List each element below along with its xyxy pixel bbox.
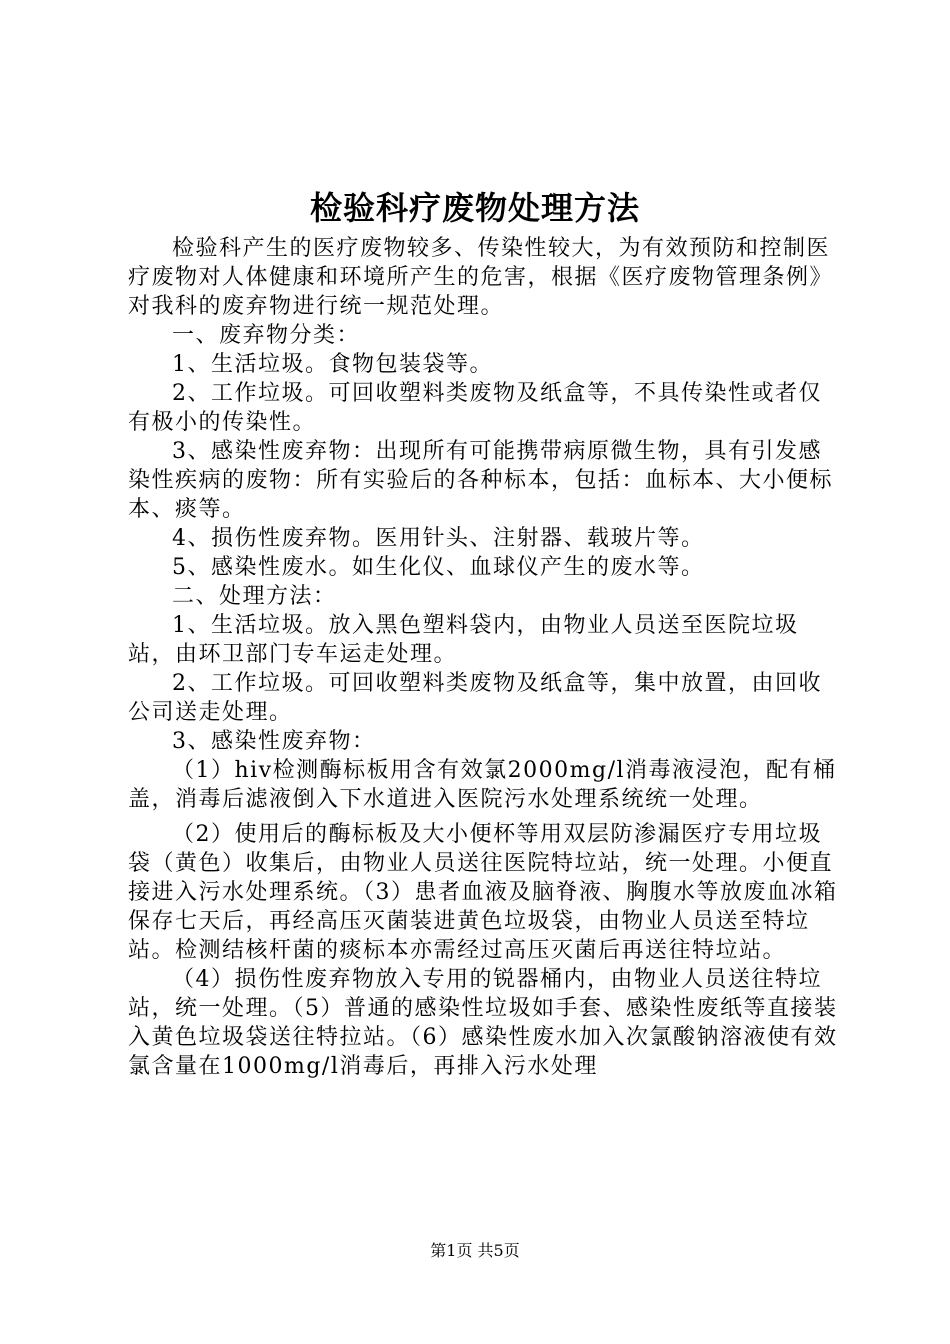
- sub-item: （2）使用后的酶标板及大小便杯等用双层防渗漏医疗专用垃圾袋（黄色）收集后，由物业人员送往医院特垃站，统一处理。小便直接进入污水处理系统。（3）患者血液及脑脊液、胸腹水等放废血冰箱保存七天后，再经高压灭菌装进黄色垃圾袋，由物业人员送至特垃站。检测结核杆菌的痰标本亦需经过高压灭菌后再送往特垃站。: [128, 822, 838, 963]
- list-item: 2、工作垃圾。可回收塑料类废物及纸盒等，集中放置，由回收公司送走处理。: [128, 671, 822, 725]
- section-heading-classification: 一、废弃物分类：: [172, 323, 361, 348]
- document-title: 检验科疗废物处理方法: [309, 189, 640, 227]
- list-item: 3、感染性废弃物：出现所有可能携带病原微生物，具有引发感染性疾病的废物：所有实验后的各种标本，包括：血标本、大小便标本、痰等。: [128, 439, 834, 522]
- list-item: 2、工作垃圾。可回收塑料类废物及纸盒等，不具传染性或者仅有极小的传染性。: [128, 381, 822, 435]
- list-item: 4、损伤性废弃物。医用针头、注射器、载玻片等。: [172, 526, 705, 551]
- list-item: 3、感染性废弃物：: [172, 729, 376, 754]
- section-heading-methods: 二、处理方法：: [172, 584, 337, 609]
- list-item: 5、感染性废水。如生化仪、血球仪产生的废水等。: [172, 555, 705, 580]
- list-item: 1、生活垃圾。食物包装袋等。: [172, 352, 493, 377]
- page-footer: 第1页 共5页: [430, 1241, 520, 1260]
- list-item: 1、生活垃圾。放入黑色塑料袋内，由物业人员送至医院垃圾站，由环卫部门专车运走处理。: [128, 613, 799, 667]
- sub-item: （4）损伤性废弃物放入专用的锐器桶内，由物业人员送往特垃站，统一处理。（5）普通的感染性垃圾如手套、感染性废纸等直接装入黄色垃圾袋送往特拉站。（6）感染性废水加入次氯酸钠溶液使有效氯含量在1000mg/l消毒后，再排入污水处理: [128, 967, 838, 1079]
- paragraph-intro: 检验科产生的医疗废物较多、传染性较大，为有效预防和控制医疗废物对人体健康和环境所产生的危害，根据《医疗废物管理条例》对我科的废弃物进行统一规范处理。: [128, 236, 834, 319]
- sub-item: （1）hiv检测酶标板用含有效氯2000mg/l消毒液浸泡，配有桶盖，消毒后滤液倒入下水道进入医院污水处理系统统一处理。: [128, 758, 837, 812]
- document-body: [128, 234, 840, 1081]
